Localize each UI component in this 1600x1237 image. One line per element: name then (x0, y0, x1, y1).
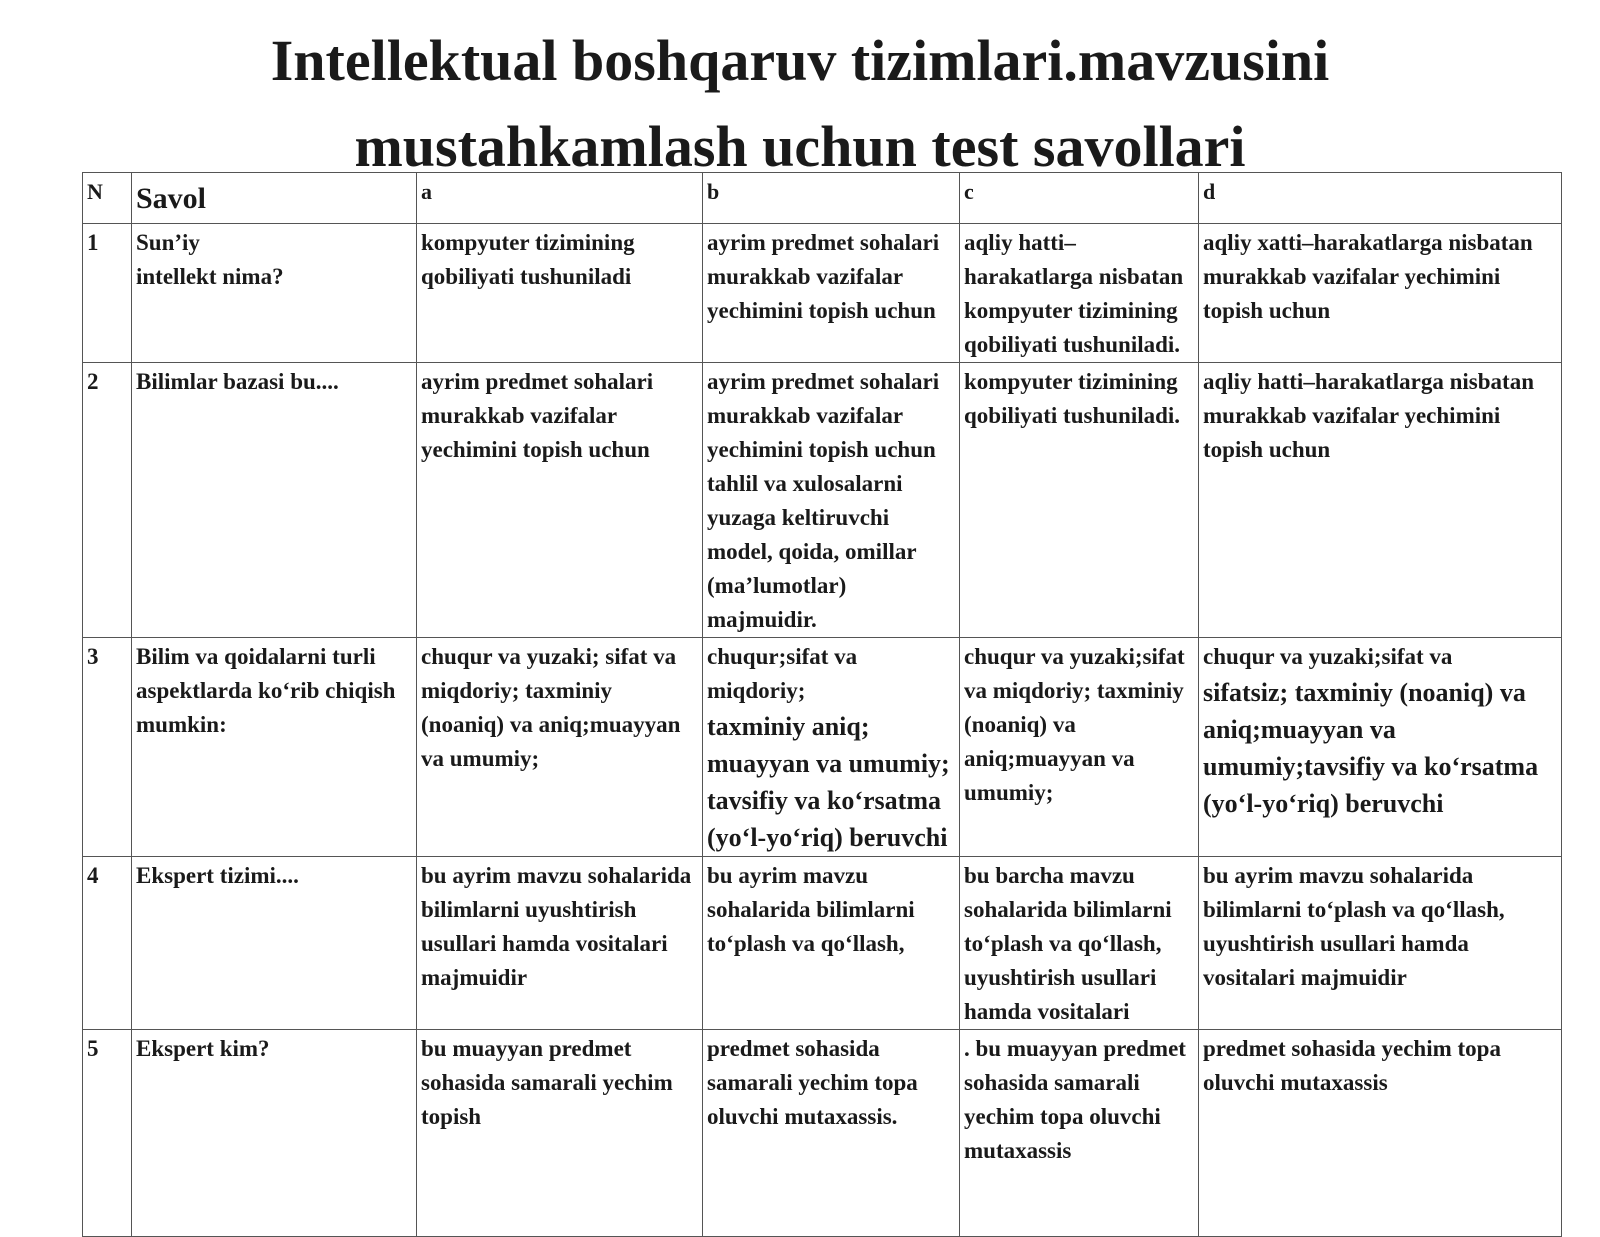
option-b: ayrim predmet sohalari murakkab vazifalar yechimini topish uchun (703, 224, 960, 363)
question-number: 1 (83, 224, 132, 363)
option-c: . bu muayyan predmet sohasida samarali yechim topa oluvchi mutaxassis (960, 1030, 1199, 1237)
header-option-d: d (1199, 173, 1562, 224)
option-c: bu barcha mavzu sohalarida bilimlarni to‘plash va qo‘llash, uyushtirish usullari hamda vositalari (960, 857, 1199, 1030)
header-n: N (83, 173, 132, 224)
option-a: chuqur va yuzaki; sifat va miqdoriy; taxminiy (noaniq) va aniq;muayyan va umumiy; (417, 638, 703, 857)
table-row (83, 224, 1562, 363)
question-text-line: intellekt nima? (136, 264, 284, 289)
header-option-a: a (417, 173, 703, 224)
option-text-part: taxminiy aniq; muayyan va umumiy; tavsifiy va ko‘rsatma (yo‘l-yo‘riq) beruvchi (707, 712, 950, 852)
header-option-b: b (703, 173, 960, 224)
title-line-2: mustahkamlash uchun test savollari (354, 114, 1246, 179)
header-option-c: c (960, 173, 1199, 224)
question-text: Bilimlar bazasi bu.... (132, 363, 417, 638)
header-row (83, 173, 1562, 224)
table-row (83, 1030, 1562, 1237)
option-c: kompyuter tizimining qobiliyati tushuniladi. (960, 363, 1199, 638)
table-row (83, 857, 1562, 1030)
table-row (83, 363, 1562, 638)
option-a: bu ayrim mavzu sohalarida bilimlarni uyushtirish usullari hamda vositalari majmuidir (417, 857, 703, 1030)
option-d: bu ayrim mavzu sohalarida bilimlarni to‘plash va qo‘llash, uyushtirish usullari hamda vositalari majmuidir (1199, 857, 1562, 1030)
option-a: ayrim predmet sohalari murakkab vazifalar yechimini topish uchun (417, 363, 703, 638)
test-questions-table (82, 172, 1562, 1237)
question-number: 4 (83, 857, 132, 1030)
option-d (1199, 638, 1562, 857)
title-line-1: Intellektual boshqaruv tizimlari.mavzusini (270, 28, 1330, 93)
question-number: 3 (83, 638, 132, 857)
question-text: Ekspert tizimi.... (132, 857, 417, 1030)
option-b: ayrim predmet sohalari murakkab vazifalar yechimini topish uchun tahlil va xulosalarni yuzaga keltiruvchi model, qoida, omillar (ma’lumotlar) majmuidir. (703, 363, 960, 638)
option-d: predmet sohasida yechim topa oluvchi mutaxassis (1199, 1030, 1562, 1237)
question-text: Ekspert kim? (132, 1030, 417, 1237)
option-c: chuqur va yuzaki;sifat va miqdoriy; taxminiy (noaniq) va aniq;muayyan va umumiy; (960, 638, 1199, 857)
question-number: 2 (83, 363, 132, 638)
option-d: aqliy xatti–harakatlarga nisbatan murakkab vazifalar yechimini topish uchun (1199, 224, 1562, 363)
option-b (703, 638, 960, 857)
question-text: Bilim va qoidalarni turli aspektlarda ko‘rib chiqish mumkin: (132, 638, 417, 857)
question-text-line: Sun’iy (136, 230, 200, 255)
question-number: 5 (83, 1030, 132, 1237)
option-text-part: sifatsiz; taxminiy (noaniq) va aniq;muayyan va umumiy;tavsifiy va ko‘rsatma (yo‘l-yo‘riq) beruvchi (1203, 678, 1539, 818)
table-row (83, 638, 1562, 857)
option-text-part: chuqur;sifat va miqdoriy; (707, 644, 858, 703)
option-b: bu ayrim mavzu sohalarida bilimlarni to‘plash va qo‘llash, (703, 857, 960, 1030)
page-title (0, 18, 1600, 190)
option-a: bu muayyan predmet sohasida samarali yechim topish (417, 1030, 703, 1237)
header-question: Savol (132, 173, 417, 224)
question-text (132, 224, 417, 363)
option-b: predmet sohasida samarali yechim topa oluvchi mutaxassis. (703, 1030, 960, 1237)
option-c: aqliy hatti–harakatlarga nisbatan kompyuter tizimining qobiliyati tushuniladi. (960, 224, 1199, 363)
option-text-part: chuqur va yuzaki;sifat va (1203, 644, 1453, 669)
option-a: kompyuter tizimining qobiliyati tushuniladi (417, 224, 703, 363)
option-d: aqliy hatti–harakatlarga nisbatan murakkab vazifalar yechimini topish uchun (1199, 363, 1562, 638)
